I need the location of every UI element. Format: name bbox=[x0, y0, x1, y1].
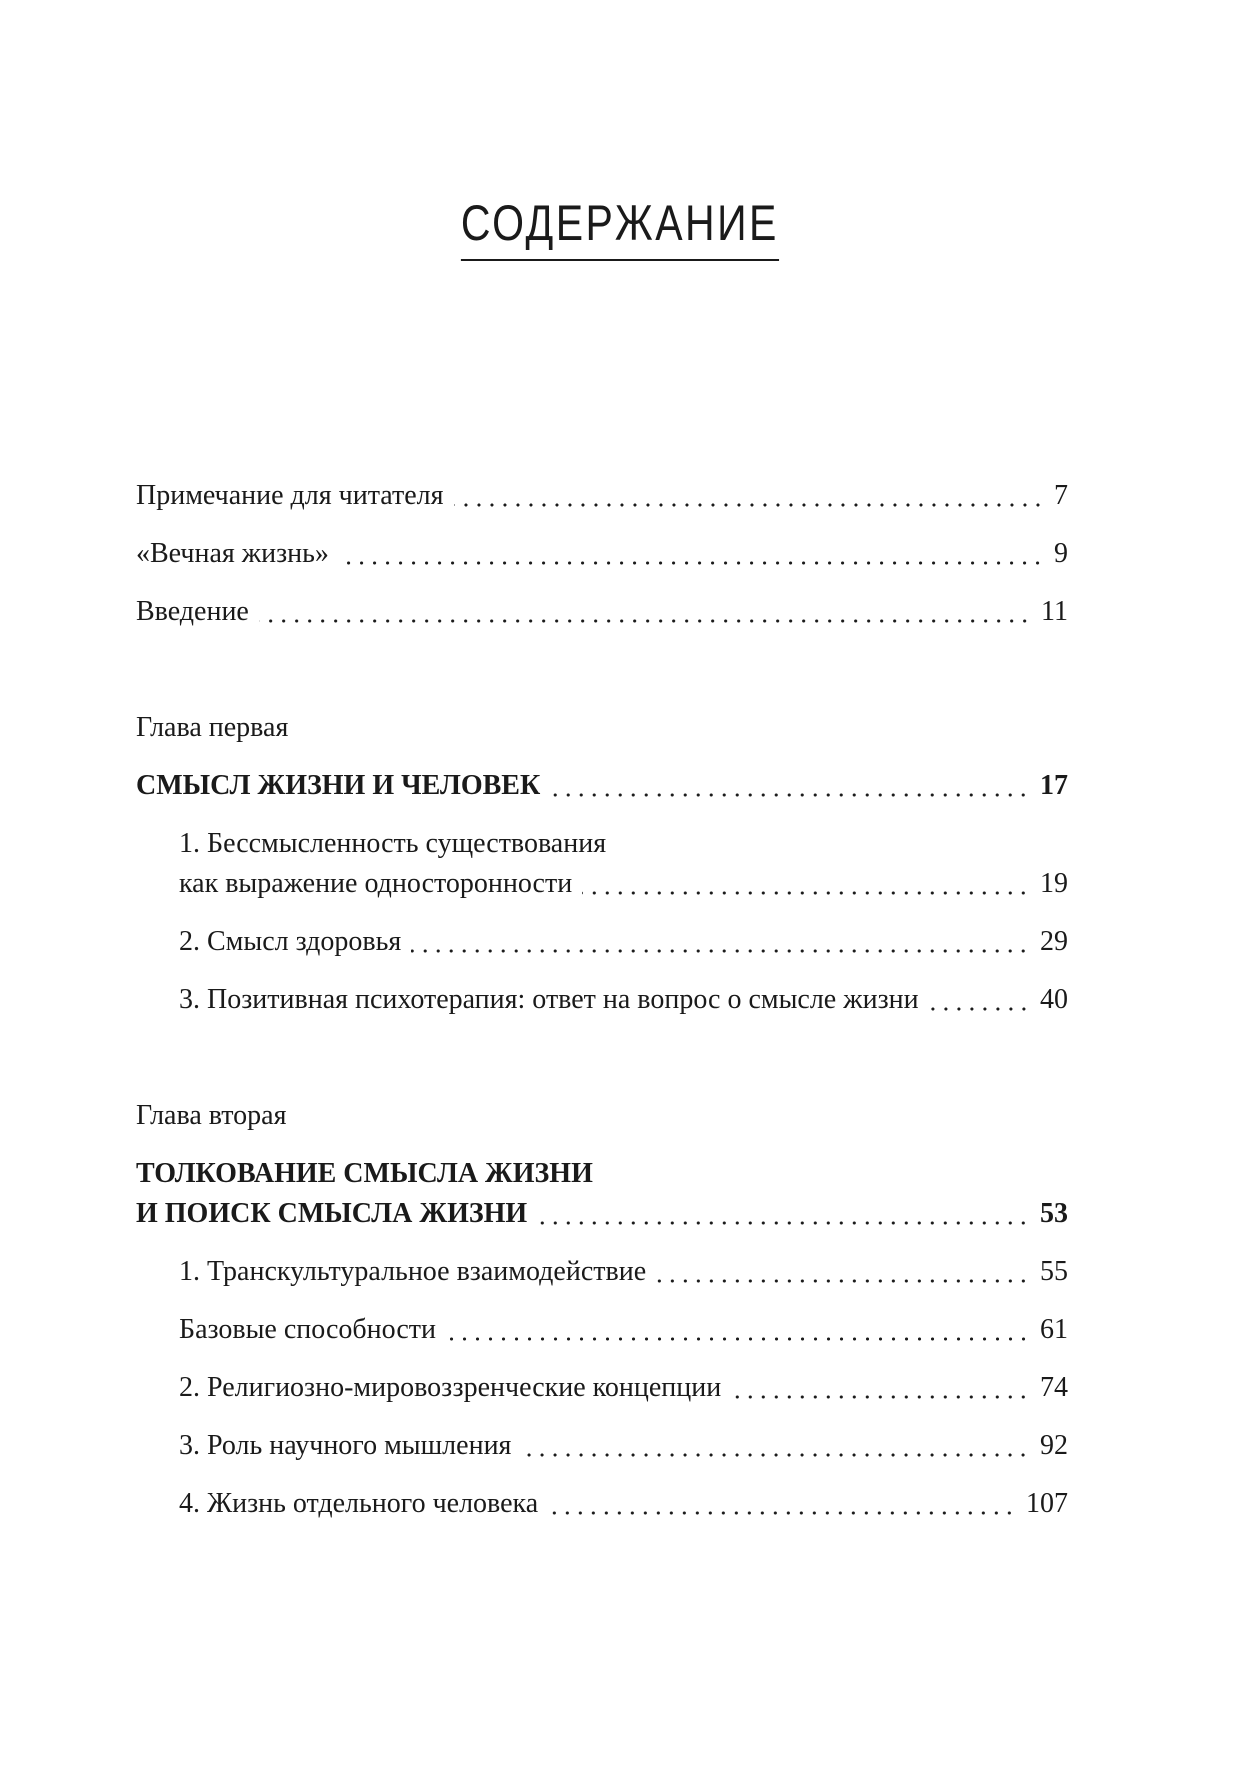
toc-entry-text: 2. Смысл здоровья bbox=[179, 926, 402, 957]
table-of-contents bbox=[136, 476, 1068, 1524]
toc-entry-ch1-section-2[interactable] bbox=[136, 922, 1068, 962]
toc-page-number: 61 bbox=[1040, 1314, 1068, 1345]
chapter-2-heading-line-2: И ПОИСК СМЫСЛА ЖИЗНИ bbox=[136, 1198, 528, 1229]
toc-page-number: 55 bbox=[1040, 1256, 1068, 1287]
chapter-1-label: Глава первая bbox=[136, 712, 289, 743]
dot-leader bbox=[411, 949, 1030, 953]
toc-page-number: 74 bbox=[1040, 1372, 1068, 1403]
toc-entry-text: «Вечная жизнь» bbox=[136, 538, 329, 569]
chapter-2-heading-line-1: ТОЛКОВАНИЕ СМЫСЛА ЖИЗНИ bbox=[136, 1158, 593, 1189]
dot-leader bbox=[731, 1395, 1030, 1399]
chapter-1-heading: СМЫСЛ ЖИЗНИ И ЧЕЛОВЕК bbox=[136, 770, 541, 801]
toc-entry-chapter-1[interactable] bbox=[136, 766, 1068, 806]
toc-page-number: 17 bbox=[1040, 770, 1068, 801]
toc-entry-ch2-section-1[interactable] bbox=[136, 1252, 1068, 1292]
title-block bbox=[0, 196, 1240, 261]
toc-page-number: 40 bbox=[1040, 984, 1068, 1015]
dot-leader bbox=[929, 1007, 1030, 1011]
toc-entry-ch2-section-3[interactable] bbox=[136, 1426, 1068, 1466]
dot-leader bbox=[339, 561, 1044, 565]
toc-entry-text: 3. Роль научного мышления bbox=[179, 1430, 512, 1461]
toc-entry-note[interactable] bbox=[136, 476, 1068, 516]
dot-leader bbox=[521, 1453, 1030, 1457]
toc-entry-ch1-section-3[interactable] bbox=[136, 980, 1068, 1020]
toc-entry-introduction[interactable] bbox=[136, 592, 1068, 632]
dot-leader bbox=[259, 619, 1031, 623]
toc-page-number: 11 bbox=[1041, 596, 1068, 627]
toc-entry-text: 3. Позитивная психотерапия: ответ на вопрос о смысле жизни bbox=[179, 984, 919, 1015]
dot-leader bbox=[446, 1337, 1030, 1341]
toc-page-number: 19 bbox=[1040, 868, 1068, 899]
dot-leader bbox=[656, 1279, 1030, 1283]
toc-entry-text-line-2: как выражение односторонности bbox=[179, 868, 573, 899]
toc-entry-chapter-2[interactable] bbox=[136, 1154, 1068, 1234]
toc-page-number: 53 bbox=[1040, 1198, 1068, 1229]
dot-leader bbox=[454, 503, 1044, 507]
toc-entry-ch2-section-4[interactable] bbox=[136, 1484, 1068, 1524]
dot-leader bbox=[548, 1511, 1016, 1515]
toc-page-number: 7 bbox=[1054, 480, 1068, 511]
toc-entry-text: 1. Транскультуральное взаимодействие bbox=[179, 1256, 647, 1287]
chapter-2-label: Глава вторая bbox=[136, 1100, 287, 1131]
toc-entry-text: Введение bbox=[136, 596, 249, 627]
page-title: СОДЕРЖАНИЕ bbox=[461, 196, 779, 261]
toc-entry-text: Базовые способности bbox=[179, 1314, 436, 1345]
toc-entry-ch2-basic-abilities[interactable] bbox=[136, 1310, 1068, 1350]
toc-entry-text: 4. Жизнь отдельного человека bbox=[179, 1488, 539, 1519]
dot-leader bbox=[582, 891, 1030, 895]
toc-entry-eternal-life[interactable] bbox=[136, 534, 1068, 574]
toc-page-number: 29 bbox=[1040, 926, 1068, 957]
toc-page-number: 9 bbox=[1054, 538, 1068, 569]
toc-entry-ch1-section-1[interactable] bbox=[136, 824, 1068, 904]
toc-entry-ch2-section-2[interactable] bbox=[136, 1368, 1068, 1408]
toc-entry-text: Примечание для читателя bbox=[136, 480, 444, 511]
toc-entry-text: 2. Религиозно-мировоззренческие концепции bbox=[179, 1372, 722, 1403]
toc-page-number: 107 bbox=[1026, 1488, 1068, 1519]
dot-leader bbox=[537, 1221, 1030, 1225]
toc-entry-text-line-1: 1. Бессмысленность существования bbox=[179, 828, 607, 859]
toc-page-number: 92 bbox=[1040, 1430, 1068, 1461]
dot-leader bbox=[550, 793, 1030, 797]
